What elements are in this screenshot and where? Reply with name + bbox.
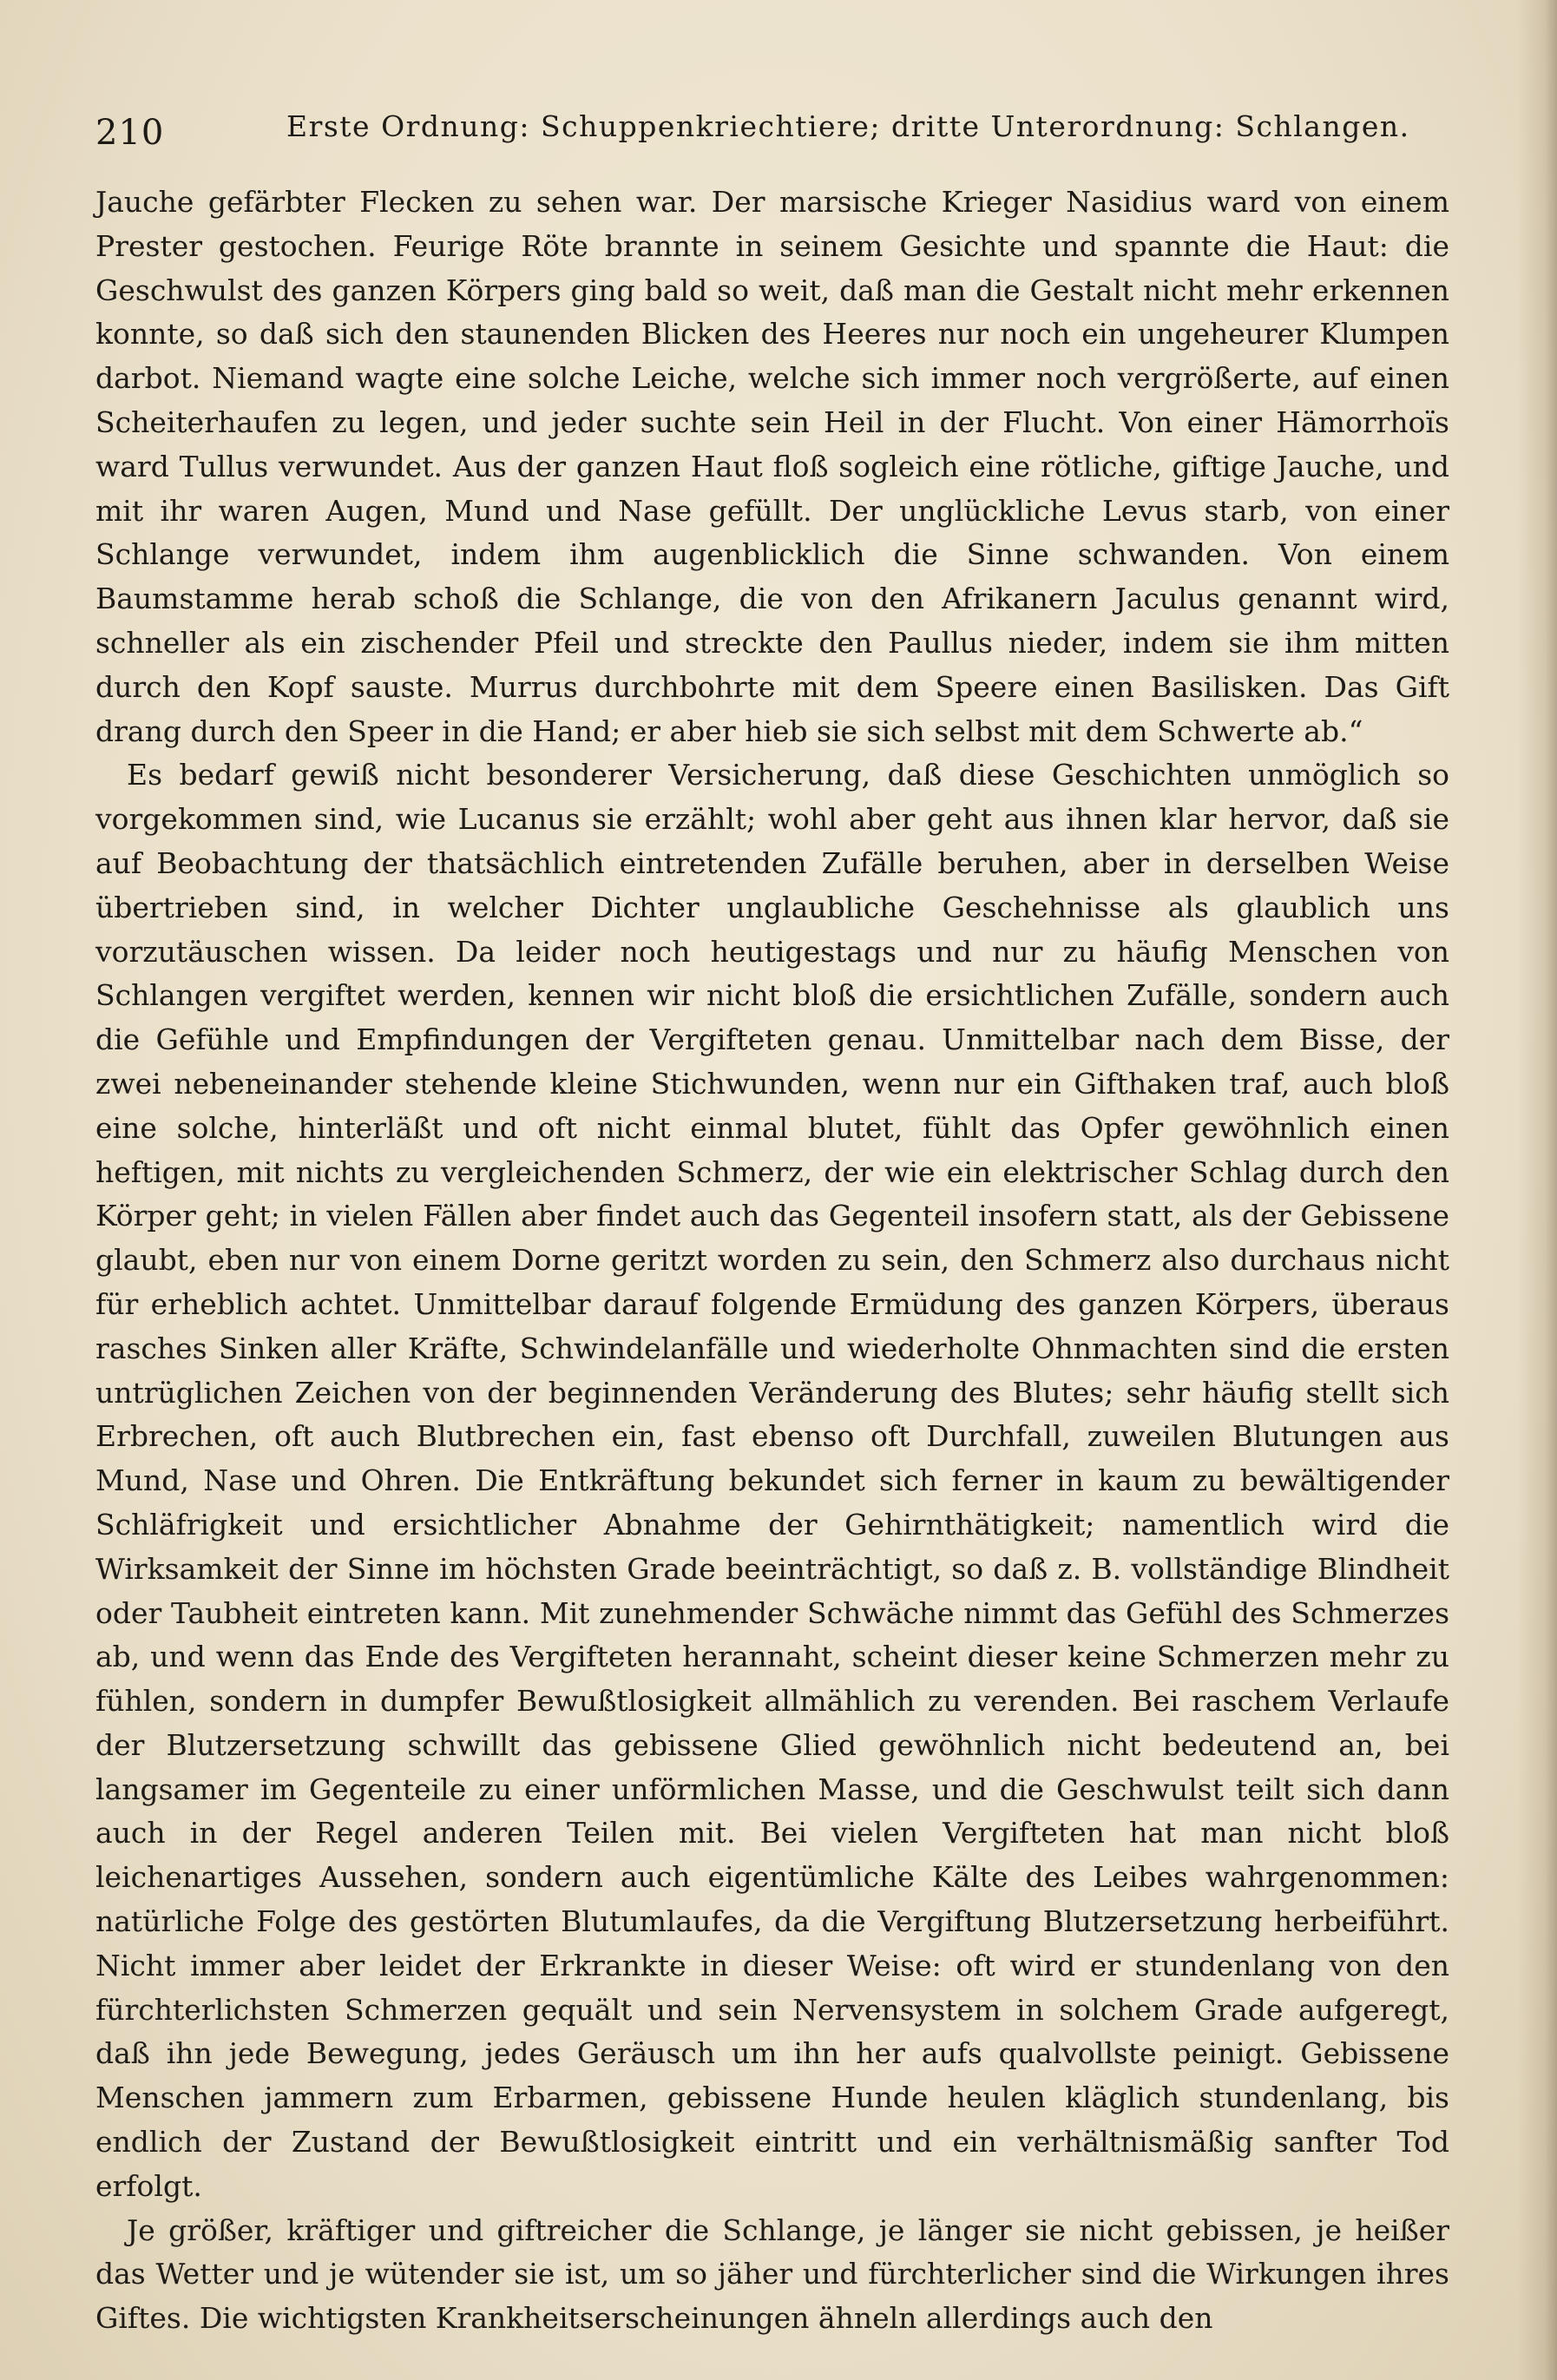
paragraph-continued: Jauche gefärbter Flecken zu sehen war. Der marsische Krieger Nasidius ward von einem Prester gestochen. Feurige Röte brannte in seinem Gesichte und spannte die Haut: die Geschwulst des ganzen Körpers ging bald so weit, daß man die Gestalt nicht mehr erkennen konnte, so daß sich den staunenden Blicken des Heeres nur noch ein ungeheurer Klumpen darbot. Niemand wagte eine solche Leiche, welche sich immer noch vergrößerte, auf einen Scheiterhaufen zu legen, und jeder suchte sein Heil in der Flucht. Von einer Hämorrhoïs ward Tullus verwundet. Aus der ganzen Haut floß sogleich eine rötliche, giftige Jauche, und mit ihr waren Augen, Mund und Nase gefüllt. Der unglückliche Levus starb, von einer Schlange verwundet, indem ihm augenblicklich die Sinne schwanden. Von einem Baumstamme herab schoß die Schlange, die von den Afrikanern Jaculus genannt wird, schneller als ein zischender Pfeil und streckte den Paullus nieder, indem sie ihm mitten durch den Kopf sauste. Murrus durchbohrte mit dem Speere einen Basilisken. Das Gift drang durch den Speer in die Hand; er aber hieb sie sich selbst mit dem Schwerte ab.“ [95, 185, 1449, 748]
page-number: 210 [95, 113, 165, 153]
paragraph: Es bedarf gewiß nicht besonderer Versicherung, daß diese Geschichten unmöglich so vorgekommen sind, wie Lucanus sie erzählt; wohl aber geht aus ihnen klar hervor, daß sie auf Beobachtung der thatsächlich eintretenden Zufälle beruhen, aber in derselben Weise übertrieben sind, in welcher Dichter unglaubliche Geschehnisse als glaublich uns vorzutäuschen wissen. Da leider noch heutigestags und nur zu häufig Menschen von Schlangen vergiftet werden, kennen wir nicht bloß die ersichtlichen Zufälle, sondern auch die Gefühle und Empfindungen der Vergifteten genau. Unmittelbar nach dem Bisse, der zwei nebeneinander stehende kleine Stichwunden, wenn nur ein Gifthaken traf, auch bloß eine solche, hinterläßt und oft nicht einmal blutet, fühlt das Opfer gewöhnlich einen heftigen, mit nichts zu vergleichenden Schmerz, der wie ein elektrischer Schlag durch den Körper geht; in vielen Fällen aber findet auch das Gegenteil insofern statt, als der Gebissene glaubt, eben nur von einem Dorne geritzt worden zu sein, den Schmerz also durchaus nicht für erheblich achtet. Unmittelbar darauf folgende Ermüdung des ganzen Körpers, überaus rasches Sinken aller Kräfte, Schwindelanfälle und wiederholte Ohnmachten sind die ersten untrüglichen Zeichen von der beginnenden Veränderung des Blutes; sehr häufig stellt sich Erbrechen, oft auch Blutbrechen ein, fast ebenso oft Durchfall, zuweilen Blutungen aus Mund, Nase und Ohren. Die Entkräftung bekundet sich ferner in kaum zu bewältigender Schläfrigkeit und ersichtlicher Abnahme der Gehirnthätigkeit; namentlich wird die Wirksamkeit der Sinne im höchsten Grade beeinträchtigt, so daß z. B. vollständige Blindheit oder Taubheit eintreten kann. Mit zunehmender Schwäche nimmt das Gefühl des Schmerzes ab, und wenn das Ende des Vergifteten herannaht, scheint dieser keine Schmerzen mehr zu fühlen, sondern in dumpfer Bewußtlosigkeit allmählich zu verenden. Bei raschem Verlaufe der Blutzersetzung schwillt das gebissene Glied gewöhnlich nicht bedeutend an, bei langsamer im Gegenteile zu einer unförmlichen Masse, und die Geschwulst teilt sich dann auch in der Regel anderen Teilen mit. Bei vielen Vergifteten hat man nicht bloß leichenartiges Aussehen, sondern auch eigentümliche Kälte des Leibes wahrgenommen: natürliche Folge des gestörten Blutumlaufes, da die Vergiftung Blutzersetzung herbeiführt. Nicht immer aber leidet der Erkrankte in dieser Weise: oft wird er stundenlang von den fürchterlichsten Schmerzen gequält und sein Nervensystem in solchem Grade aufgeregt, daß ihn jede Bewegung, jedes Geräusch um ihn her aufs qualvollste peinigt. Gebissene Menschen jammern zum Erbarmen, gebissene Hunde heulen kläglich stundenlang, bis endlich der Zustand der Bewußtlosigkeit eintritt und ein verhältnismäßig sanfter Tod erfolgt. [95, 758, 1449, 2203]
page-binding-shadow [1517, 0, 1557, 2380]
page-header [95, 104, 1449, 156]
body-text [95, 181, 1449, 2341]
paragraph: Je größer, kräftiger und giftreicher die Schlange, je länger sie nicht gebissen, je heißer das Wetter und je wütender sie ist, um so jäher und fürchterlicher sind die Wirkungen ihres Giftes. Die wichtigsten Krankheitserscheinungen ähneln allerdings auch den [95, 2212, 1449, 2336]
running-head: Erste Ordnung: Schuppenkriechtiere; dritte Unterordnung: Schlangen. [286, 109, 1410, 143]
